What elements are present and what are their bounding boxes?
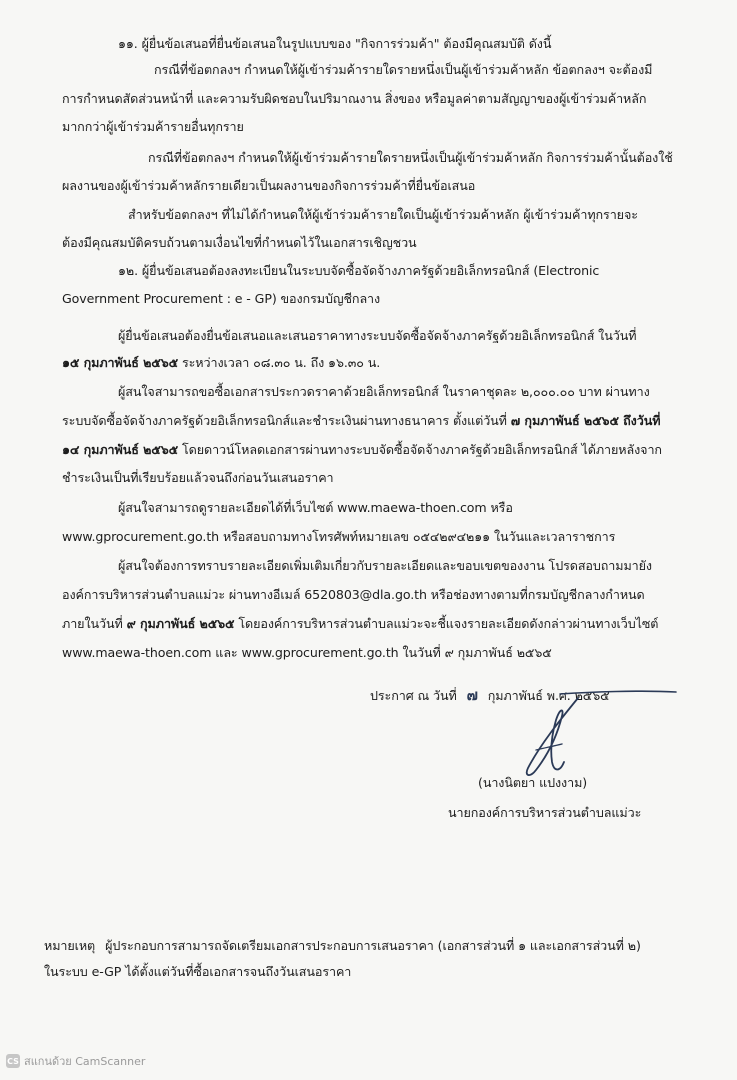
- purchase-end-date: ๑๔ กุมภาพันธ์ ๒๕๖๕: [62, 442, 179, 457]
- paragraph-line: www.gprocurement.go.th หรือสอบถามทางโทรศัพท์หมายเลข ๐๕๔๒๙๔๒๑๑ ในวันและเวลาราชการ: [62, 529, 616, 544]
- paragraph-line: [62, 355, 380, 371]
- note-line: [44, 938, 641, 954]
- paragraph-line: การกำหนดสัดส่วนหน้าที่ และความรับผิดชอบในปริมาณงาน สิ่งของ หรือมูลค่าตามสัญญาของผู้เข้าร่วมค้าหลัก: [62, 91, 647, 106]
- purchase-start-date: ๗ กุมภาพันธ์ ๒๕๖๕ ถึงวันที่: [510, 413, 661, 428]
- paragraph-line: สำหรับข้อตกลงฯ ที่ไม่ได้กำหนดให้ผู้เข้าร่วมค้ารายใดเป็นผู้เข้าร่วมค้าหลัก ผู้เข้าร่วมค้าทุกรายจะ: [128, 207, 638, 222]
- paragraph-line: [62, 616, 658, 632]
- camscanner-logo-icon: CS: [6, 1054, 20, 1068]
- text-run: โดยดาวน์โหลดเอกสารผ่านทางระบบจัดซื้อจัดจ้างภาครัฐด้วยอิเล็กทรอนิกส์ ได้ภายหลังจาก: [178, 442, 662, 457]
- text-run: โดยองค์การบริหารส่วนตำบลแม่วะจะชี้แจงรายละเอียดดังกล่าวผ่านทางเว็บไซต์: [234, 616, 659, 631]
- watermark-text: สแกนด้วย CamScanner: [24, 1055, 146, 1068]
- paragraph-line: ชำระเงินเป็นที่เรียบร้อยแล้วจนถึงก่อนวันเสนอราคา: [62, 470, 334, 485]
- paragraph-line: [62, 442, 662, 458]
- signatory-name: (นางนิตยา แปงงาม): [478, 775, 588, 790]
- text-run: ภายในวันที่: [62, 616, 127, 631]
- paragraph-line: www.maewa-thoen.com และ www.gprocurement.go.th ในวันที่ ๙ กุมภาพันธ์ ๒๕๖๕: [62, 645, 552, 660]
- announce-month-year: กุมภาพันธ์ พ.ศ. ๒๕๖๕: [487, 688, 610, 703]
- paragraph-line: [62, 413, 660, 429]
- note-line: ในระบบ e-GP ได้ตั้งแต่วันที่ซื้อเอกสารจนถึงวันเสนอราคา: [44, 964, 352, 979]
- paragraph-line: ผลงานของผู้เข้าร่วมค้าหลักรายเดียวเป็นผลงานของกิจการร่วมค้าที่ยื่นข้อเสนอ: [62, 178, 476, 193]
- camscanner-watermark: [6, 1052, 145, 1070]
- announce-prefix: ประกาศ ณ วันที่: [370, 688, 457, 703]
- handwritten-signature: [500, 690, 680, 785]
- paragraph-line: ต้องมีคุณสมบัติครบถ้วนตามเงื่อนไขที่กำหนดไว้ในเอกสารเชิญชวน: [62, 235, 417, 250]
- submission-time: ระหว่างเวลา ๐๘.๓๐ น. ถึง ๑๖.๓๐ น.: [178, 355, 381, 370]
- paragraph-line: องค์การบริหารส่วนตำบลแม่วะ ผ่านทางอีเมล์ 6520803@dla.go.th หรือช่องทางตามที่กรมบัญชีกลางกำหนด: [62, 587, 645, 602]
- clause-11-heading: ๑๑. ผู้ยื่นข้อเสนอที่ยื่นข้อเสนอในรูปแบบของ "กิจการร่วมค้า" ต้องมีคุณสมบัติ ดังนี้: [118, 36, 552, 51]
- clause-12-heading: ๑๒. ผู้ยื่นข้อเสนอต้องลงทะเบียนในระบบจัดซื้อจัดจ้างภาครัฐด้วยอิเล็กทรอนิกส์ (Electronic: [118, 263, 600, 278]
- paragraph-line: มากกว่าผู้เข้าร่วมค้ารายอื่นทุกราย: [62, 119, 244, 134]
- note-label: หมายเหตุ: [44, 938, 96, 953]
- paragraph-line: ผู้สนใจสามารถดูรายละเอียดได้ที่เว็บไซต์ www.maewa-thoen.com หรือ: [118, 500, 513, 515]
- clarification-date: ๙ กุมภาพันธ์ ๒๕๖๕: [126, 616, 235, 631]
- submission-date: ๑๕ กุมภาพันธ์ ๒๕๖๕: [62, 355, 179, 370]
- paragraph-line: ผู้สนใจสามารถขอซื้อเอกสารประกวดราคาด้วยอิเล็กทรอนิกส์ ในราคาชุดละ ๒,๐๐๐.๐๐ บาท ผ่านทาง: [118, 384, 650, 399]
- paragraph-line: ผู้สนใจต้องการทราบรายละเอียดเพิ่มเติมเกี่ยวกับรายละเอียดและขอบเขตของงาน โปรดสอบถามมายัง: [118, 558, 652, 573]
- paragraph-line: Government Procurement : e - GP) ของกรมบัญชีกลาง: [62, 291, 381, 306]
- paragraph-line: ผู้ยื่นข้อเสนอต้องยื่นข้อเสนอและเสนอราคาทางระบบจัดซื้อจัดจ้างภาครัฐด้วยอิเล็กทรอนิกส์ ในวันที่: [118, 328, 637, 343]
- signatory-position: นายกองค์การบริหารส่วนตำบลแม่วะ: [448, 805, 642, 820]
- text-run: ระบบจัดซื้อจัดจ้างภาครัฐด้วยอิเล็กทรอนิกส์และชำระเงินผ่านทางธนาคาร ตั้งแต่วันที่: [62, 413, 511, 428]
- paragraph-line: กรณีที่ข้อตกลงฯ กำหนดให้ผู้เข้าร่วมค้ารายใดรายหนึ่งเป็นผู้เข้าร่วมค้าหลัก กิจการร่วมค้านั้นต้องใช้: [148, 150, 673, 165]
- note-text: ผู้ประกอบการสามารถจัดเตรียมเอกสารประกอบการเสนอราคา (เอกสารส่วนที่ ๑ และเอกสารส่วนที่ ๒): [105, 938, 641, 953]
- paragraph-line: กรณีที่ข้อตกลงฯ กำหนดให้ผู้เข้าร่วมค้ารายใดรายหนึ่งเป็นผู้เข้าร่วมค้าหลัก ข้อตกลงฯ จะต้องมี: [154, 62, 653, 77]
- announce-day: ๗: [466, 686, 478, 704]
